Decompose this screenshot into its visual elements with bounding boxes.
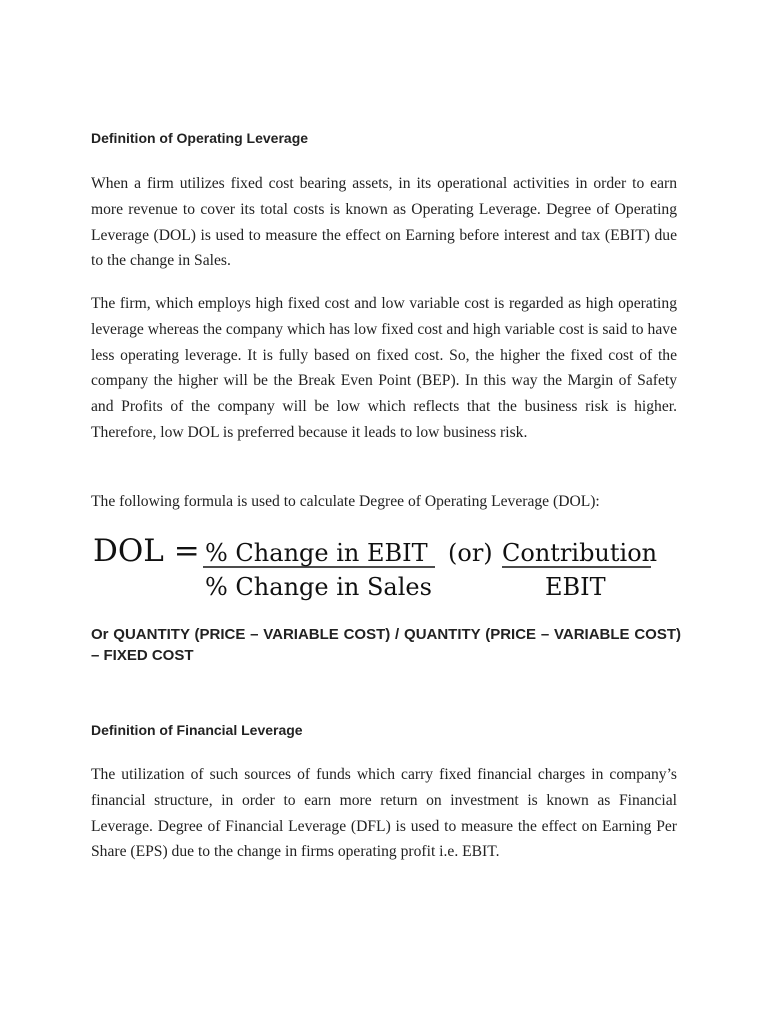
dol-formula-image — [93, 525, 663, 603]
formula-denominator-2: EBIT — [545, 573, 606, 601]
formula-lhs: DOL = — [93, 533, 200, 569]
formula-denominator-1: % Change in Sales — [205, 573, 432, 601]
formula-connector: (or) — [448, 539, 493, 567]
operating-leverage-heading: Definition of Operating Leverage — [91, 130, 309, 146]
financial-leverage-heading: Definition of Financial Leverage — [91, 722, 303, 738]
operating-leverage-paragraph-1: When a firm utilizes fixed cost bearing assets, in its operational activities in order to earn more revenue to cover its total costs is known as Operating Leverage. Degree of Operating Leverage (DOL) is used to measure the effect on Earning before interest and tax (EBIT) due to the change in Sales. — [91, 175, 677, 270]
formula-alternative: Or QUANTITY (PRICE – VARIABLE COST) / QUANTITY (PRICE – VARIABLE COST) – FIXED COST — [91, 626, 681, 664]
financial-leverage-paragraph-1: The utilization of such sources of funds which carry fixed financial charges in company’s financial structure, in order to earn more return on investment is known as Financial Leverage. Degree of Financial Leverage (DFL) is used to measure the effect on Earning Per Share (EPS) due to the change in firms operating profit i.e. EBIT. — [91, 766, 677, 861]
formula-numerator-2: Contribution — [502, 539, 658, 567]
formula-intro-text: The following formula is used to calculate Degree of Operating Leverage (DOL): — [91, 493, 600, 510]
formula-numerator-1: % Change in EBIT — [205, 539, 428, 567]
operating-leverage-paragraph-2: The firm, which employs high fixed cost and low variable cost is regarded as high operating leverage whereas the company which has low fixed cost and high variable cost is said to have less operating leverage. It is fully based on fixed cost. So, the higher the fixed cost of the company the higher will be the Break Even Point (BEP). In this way the Margin of Safety and Profits of the company will be low which reflects that the business risk is higher. Therefore, low DOL is preferred because it leads to low business risk. — [91, 295, 677, 441]
